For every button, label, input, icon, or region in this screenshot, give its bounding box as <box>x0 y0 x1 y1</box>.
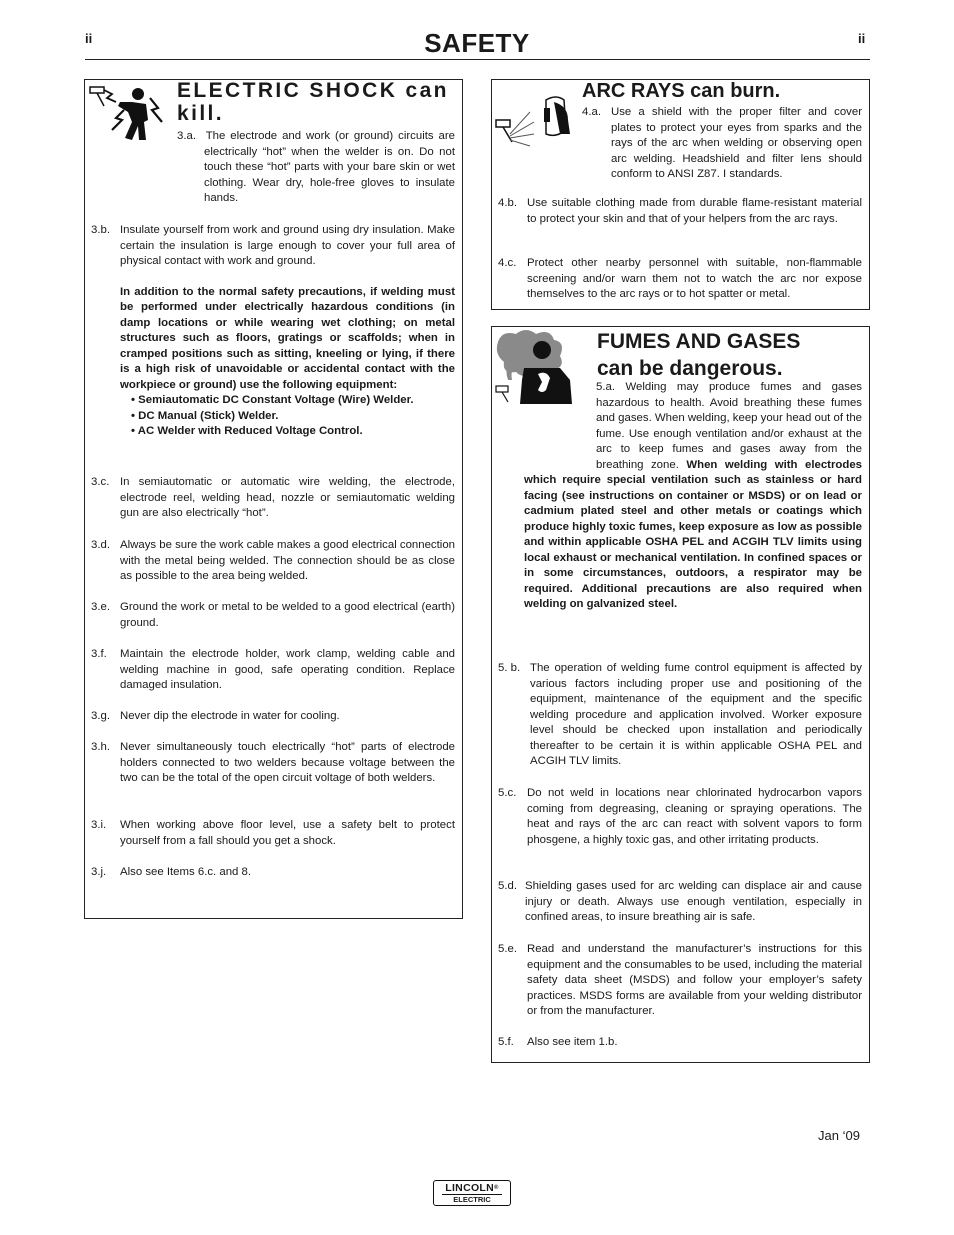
logo-registered-mark: ® <box>494 1185 499 1191</box>
item-3e-label: 3.e. <box>91 601 110 613</box>
item-5f-label: 5.f. <box>498 1036 514 1048</box>
item-3j-label: 3.j. <box>91 866 107 878</box>
page-title: SAFETY <box>424 28 530 58</box>
item-5c-label: 5.c. <box>498 787 517 799</box>
item-4a-label: 4.a. <box>582 106 601 118</box>
arc-rays-icon <box>494 90 574 152</box>
item-3i <box>91 818 455 849</box>
item-3j-text: Also see Items 6.c. and 8. <box>120 866 252 878</box>
electric-shock-heading: ELECTRIC SHOCK can kill. <box>177 79 449 126</box>
item-3b-bold: In addition to the normal safety precautions, if welding must be performed under electrically hazardous conditions (in damp locations or while wearing wet clothing; on metal structures such as floors, gratings or scaffolds; when in cramped positions such as sitting, kneeling or lying, if there is a high risk of unavoidable or accidental contact with the workpiece or ground) use the following equipment: <box>120 285 455 391</box>
item-5a-label: 5.a. <box>596 381 615 393</box>
item-5e <box>498 942 862 1020</box>
fumes-heading-line-2: can be dangerous. <box>597 357 783 381</box>
item-4b <box>498 196 862 227</box>
item-5a <box>524 380 862 613</box>
item-3g-label: 3.g. <box>91 710 110 722</box>
item-5f-text: Also see item 1.b. <box>527 1036 618 1048</box>
item-3i-label: 3.i. <box>91 819 107 831</box>
bullet-item: • Semiautomatic DC Constant Voltage (Wire) Welder. <box>131 393 455 409</box>
header-rule <box>85 59 870 60</box>
item-3e-text: Ground the work or metal to be welded to a good electrical (earth) ground. <box>120 601 455 629</box>
item-3b-text: Insulate yourself from work and ground using dry insulation. Make certain the insulation is large enough to cover your full area of physical contact with work and ground. <box>120 224 455 267</box>
item-5b-label: 5. b. <box>498 662 521 674</box>
item-5c <box>498 786 862 848</box>
item-3f <box>91 647 455 694</box>
bullet-item: • DC Manual (Stick) Welder. <box>131 409 455 425</box>
item-3g-text: Never dip the electrode in water for cooling. <box>120 710 340 722</box>
item-3h-text: Never simultaneously touch electrically “hot” parts of electrode holders connected to two welders because voltage between the two can be the total of the open circuit voltage of both welders. <box>120 741 455 784</box>
logo-bottom-text: ELECTRIC <box>442 1194 502 1204</box>
footer-date: Jan ‘09 <box>818 1128 860 1143</box>
item-3a-text: The electrode and work (or ground) circuits are electrically “hot” when the welder is on. Do not touch these “hot” parts with your bare skin or wet clothing. Wear dry, hole-free gloves to insulate hands. <box>204 130 455 204</box>
item-3c-label: 3.c. <box>91 476 110 488</box>
item-5d <box>498 879 862 926</box>
arc-rays-heading: ARC RAYS can burn. <box>582 80 781 102</box>
item-3a-label: 3.a. <box>177 130 196 142</box>
logo-top-text: LINCOLN <box>445 1182 495 1194</box>
item-4a <box>582 105 862 183</box>
item-3e <box>91 600 455 631</box>
item-3d-text: Always be sure the work cable makes a good electrical connection with the metal being welded. The connection should be as close as possible to the area being welded. <box>120 539 455 582</box>
icon-wrap-spacer <box>524 380 596 459</box>
item-3j <box>91 865 455 881</box>
item-3g <box>91 709 455 725</box>
item-4c-text: Protect other nearby personnel with suitable, non-flammable screening and/or warn them not to watch the arc nor expose themselves to the arc rays or to hot spatter or metal. <box>527 257 862 300</box>
item-5a-text: Welding may produce fumes and gases hazardous to health. Avoid breathing these fumes and gases. When welding, keep your head out of the fume. Use enough ventilation and/or exhaust at the arc to keep fumes and gases away from the breathing zone. <box>596 381 862 471</box>
item-3c <box>91 475 455 522</box>
item-5e-text: Read and understand the manufacturer’s instructions for this equipment and the consumables to be used, including the material safety data sheet (MSDS) and follow your employer’s safety practices. MSDS forms are available from your welding distributor or from the manufacturer. <box>527 943 862 1017</box>
item-3f-text: Maintain the electrode holder, work clamp, welding cable and welding machine in good, safe operating condition. Replace damaged insulation. <box>120 648 455 691</box>
item-5d-label: 5.d. <box>498 880 517 892</box>
item-4b-label: 4.b. <box>498 197 517 209</box>
bullet-item: • AC Welder with Reduced Voltage Control. <box>131 424 455 440</box>
item-3i-text: When working above floor level, use a safety belt to protect yourself from a fall should you get a shock. <box>120 819 455 847</box>
item-3b <box>91 223 455 440</box>
fumes-gases-heading <box>597 330 800 380</box>
item-4b-text: Use suitable clothing made from durable flame-resistant material to protect your skin and that of your helpers from the arc rays. <box>527 197 862 225</box>
lincoln-electric-logo <box>433 1180 511 1206</box>
item-5b <box>498 661 862 770</box>
item-5d-text: Shielding gases used for arc welding can displace air and cause injury or death. Always use enough ventilation, especially in confined areas, to insure breathing air is safe. <box>525 880 862 923</box>
item-3f-label: 3.f. <box>91 648 107 660</box>
item-3b-label: 3.b. <box>91 224 110 236</box>
item-4c <box>498 256 862 303</box>
page-number-right: ii <box>858 31 866 46</box>
item-3c-text: In semiautomatic or automatic wire welding, the electrode, electrode reel, welding head, nozzle or semiautomatic welding gun are also electrically “hot”. <box>120 476 455 519</box>
item-5c-text: Do not weld in locations near chlorinated hydrocarbon vapors coming from degreasing, cleaning or spraying operations. The heat and rays of the arc can react with solvent vapors to form phosgene, a highly toxic gas, and other irritating products. <box>527 787 862 846</box>
item-3h <box>91 740 455 787</box>
item-4a-text: Use a shield with the proper filter and cover plates to protect your eyes from sparks and the rays of the arc when welding or observing open arc welding. Headshield and filter lens should conform to ANSI Z87. I standards. <box>611 106 862 180</box>
fumes-heading-line-1: FUMES AND GASES <box>597 330 801 353</box>
item-3d <box>91 538 455 585</box>
item-3d-label: 3.d. <box>91 539 110 551</box>
item-4c-label: 4.c. <box>498 257 517 269</box>
item-5e-label: 5.e. <box>498 943 517 955</box>
item-5b-text: The operation of welding fume control equipment is affected by various factors including proper use and positioning of the equipment, maintenance of the equipment and the specific welding procedure and application involved. Worker exposure level should be checked upon installation and periodically thereafter to be certain it is within applicable OSHA PEL and ACGIH TLV limits. <box>530 662 862 767</box>
item-3b-bullets <box>120 393 455 440</box>
item-3a <box>148 129 455 207</box>
item-5a-bold: When welding with electrodes which require special ventilation such as stainless or hard facing (see instructions on container or MSDS) or on lead or cadmium plated steel and other metals or coatings which produce highly toxic fumes, keep exposure as low as possible and within applicable OSHA PEL and ACGIH TLV limits using local exhaust or mechanical ventilation. In confined spaces or in some circumstances, outdoors, a respirator may be required. Additional precautions are also required when welding on galvanized steel. <box>524 458 862 610</box>
item-3h-label: 3.h. <box>91 741 110 753</box>
item-5f <box>498 1035 862 1051</box>
page-number-left: ii <box>85 31 93 46</box>
